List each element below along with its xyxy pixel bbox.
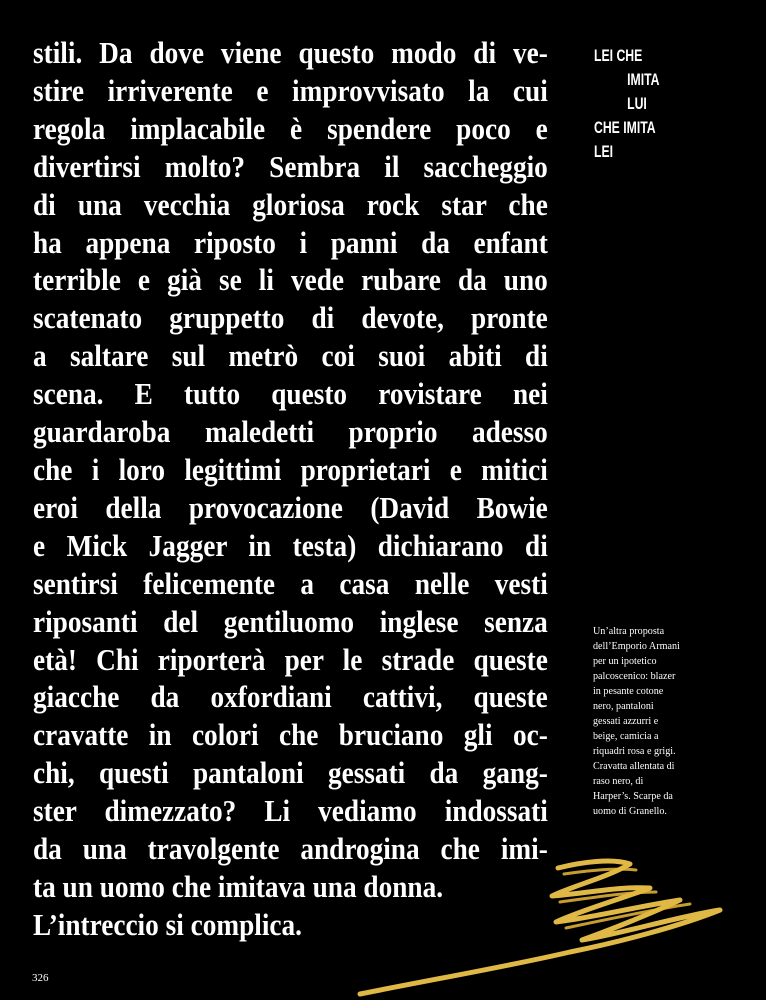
body-line: da una travolgente androgina che imi- [33, 831, 548, 867]
caption-line: raso nero, di [593, 775, 644, 787]
body-line: cravatte in colori che bruciano gli oc- [33, 717, 548, 753]
headline-line-2: IMITA LUI [627, 70, 660, 113]
sidebar-headline [594, 44, 670, 164]
body-line: e Mick Jagger in testa) dichiarano di [33, 527, 548, 563]
caption-line: palcoscenico: blazer [593, 670, 676, 682]
caption-line: gessati azzurri e [593, 715, 659, 727]
body-line: a saltare sul metrò coi suoi abiti di [33, 338, 548, 374]
body-line: divertirsi molto? Sembra il saccheggio [33, 148, 548, 184]
caption-line: Harper’s. Scarpe da [593, 790, 673, 802]
caption-line: beige, camicia a [593, 730, 659, 742]
caption-line: per un ipotetico [593, 655, 657, 667]
caption-line: riquadri rosa e grigi. [593, 745, 676, 757]
body-line: giacche da oxfordiani cattivi, queste [33, 679, 548, 715]
body-line: ster dimezzato? Li vediamo indossati [33, 793, 548, 829]
body-line: sentirsi felicemente a casa nelle vesti [33, 565, 548, 601]
caption-line: nero, pantaloni [593, 700, 654, 712]
body-line: chi, questi pantaloni gessati da gang- [33, 755, 548, 791]
body-line: scatenato gruppetto di devote, pronte [33, 300, 548, 336]
body-line: riposanti del gentiluomo inglese senza [33, 603, 548, 639]
body-line: eroi della provocazione (David Bowie [33, 489, 548, 525]
headline-line-3: CHE IMITA LEI [594, 118, 656, 161]
body-line: L’intreccio si complica. [33, 906, 302, 942]
photo-caption [593, 624, 731, 819]
scribble-stroke [360, 861, 720, 994]
page-number: 326 [32, 972, 49, 984]
caption-line: Un’altra proposta [593, 625, 665, 637]
body-line: scena. E tutto questo rovistare nei [33, 376, 548, 412]
caption-line: Cravatta allentata di [593, 760, 675, 772]
body-line: età! Chi riporterà per le strade queste [33, 641, 548, 677]
caption-line: dell’Emporio Armani [593, 640, 680, 652]
body-line: stili. Da dove viene questo modo di ve- [33, 35, 548, 70]
headline-line-1: LEI CHE [594, 46, 643, 65]
article-body [33, 34, 548, 944]
body-line: ta un uomo che imitava una donna. [33, 868, 444, 904]
yellow-scribble-decoration [320, 840, 766, 1000]
caption-line: in pesante cotone [593, 685, 664, 697]
body-line: di una vecchia gloriosa rock star che [33, 186, 548, 222]
body-line: terrible e già se li vede rubare da uno [33, 262, 548, 298]
body-line: che i loro legittimi proprietari e mitici [33, 451, 548, 487]
body-line: ha appena riposto i panni da enfant [33, 224, 548, 260]
body-line: guardaroba maledetti proprio adesso [33, 414, 548, 450]
body-line: stire irriverente e improvvisato la cui [33, 72, 548, 108]
body-line: regola implacabile è spendere poco e [33, 110, 548, 146]
caption-line: uomo di Granello. [593, 805, 667, 817]
